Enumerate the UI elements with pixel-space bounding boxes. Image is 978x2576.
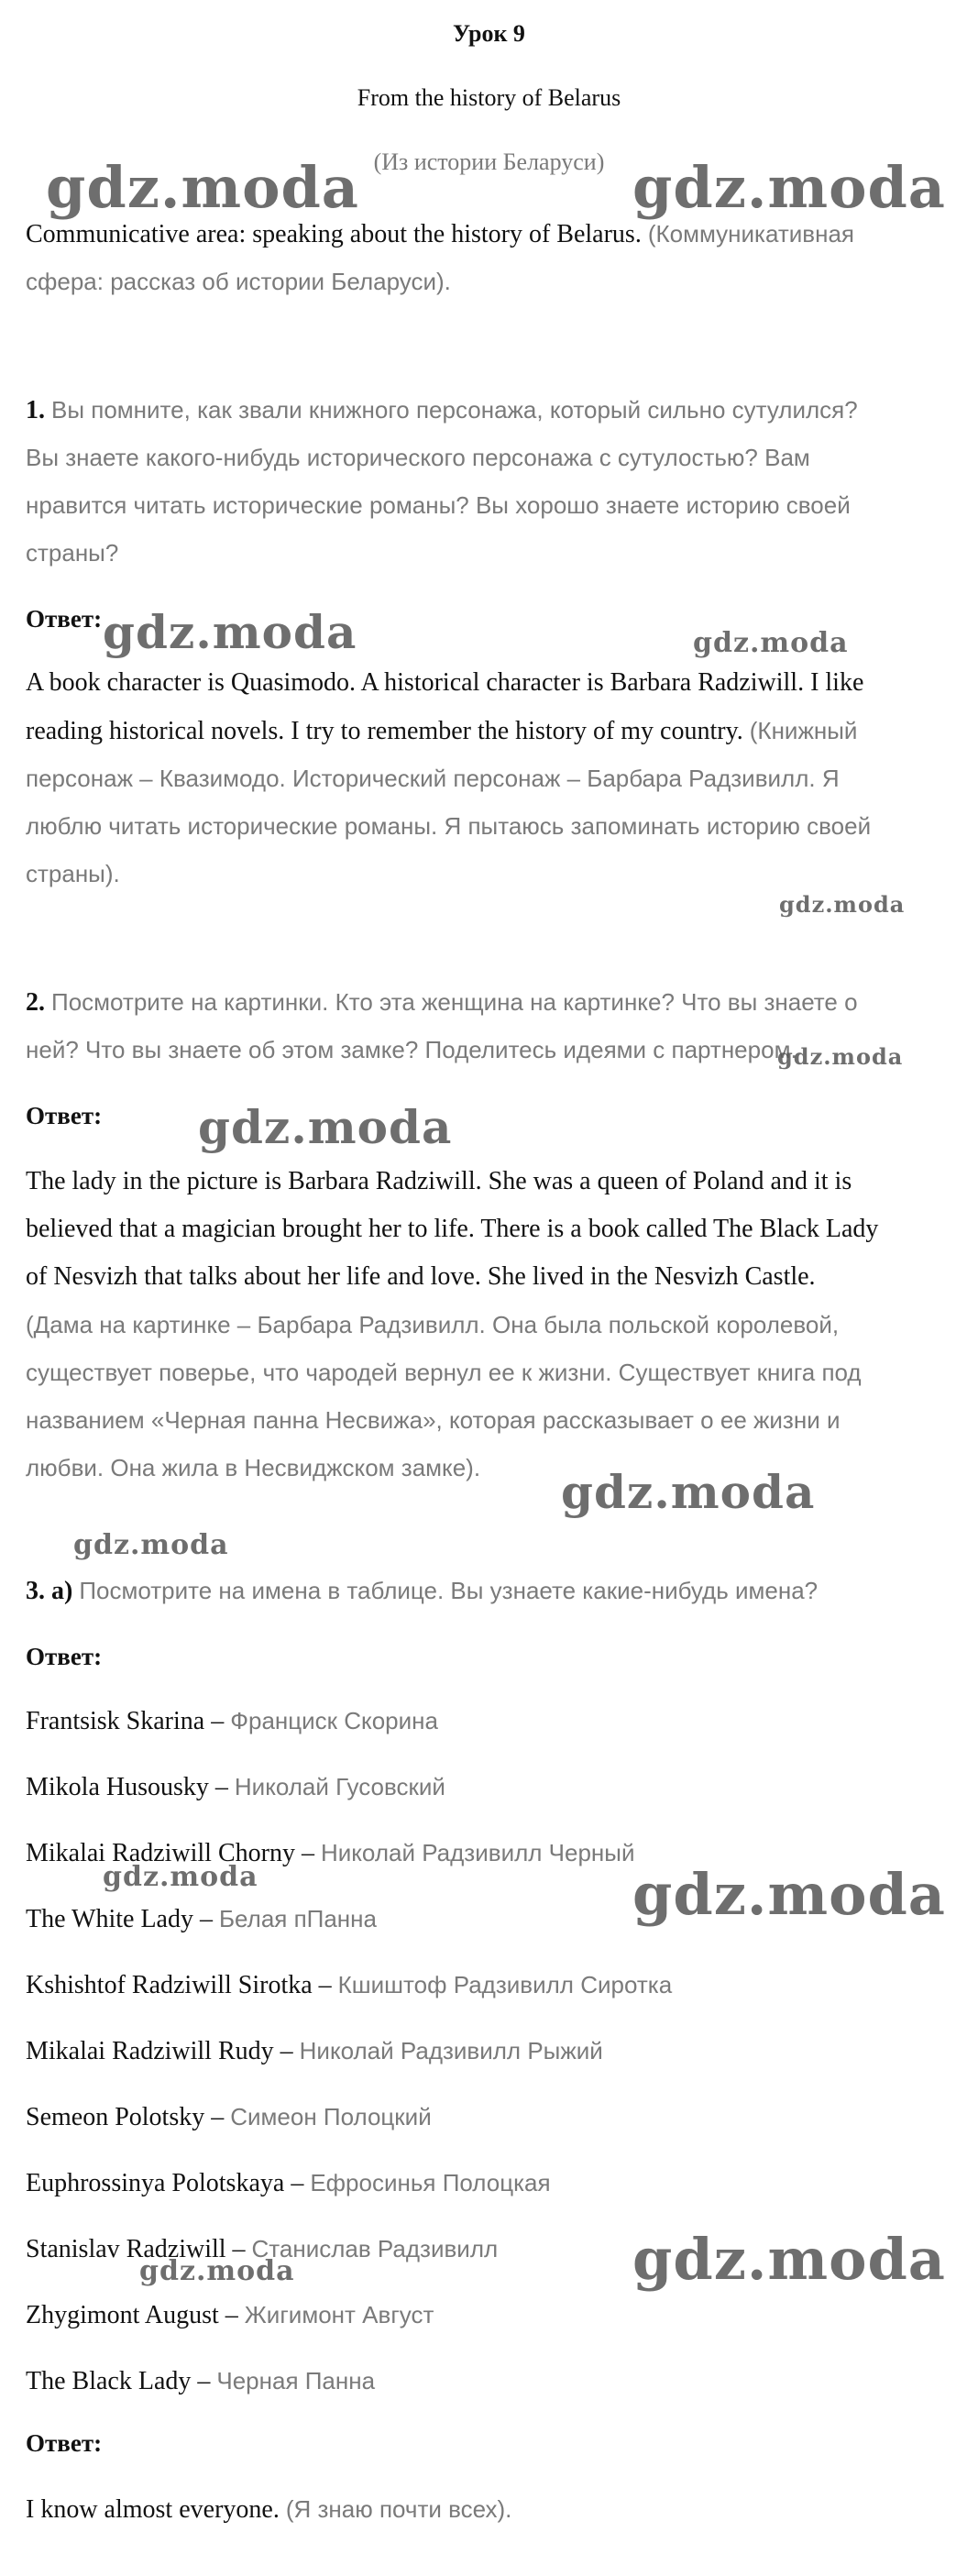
list-item: [26, 1698, 438, 1745]
task1-question-2: Вы знаете какого-нибудь исторического персонажа с сутулостью? Вам: [26, 444, 810, 471]
task1-answer-5: страны).: [26, 860, 120, 887]
task1-question-4: страны?: [26, 539, 119, 567]
name-dash: –: [225, 2301, 238, 2329]
watermark: gdz.moda: [777, 1043, 904, 1070]
list-item: [26, 1962, 672, 2009]
task2-answer-3: of Nesvizh that talks about her life and love. She lived in the Nesvizh Castle.: [26, 1262, 816, 1291]
name-english: Mikola Husousky: [26, 1773, 209, 1801]
task2-number: 2.: [26, 988, 45, 1017]
watermark: gdz.moda: [139, 2255, 295, 2287]
name-english: Stanislav Radziwill: [26, 2235, 226, 2263]
watermark: gdz.moda: [198, 1100, 453, 1154]
task2-answer-6: названием «Черная панна Несвижа», которая рассказывает о ее жизни и: [26, 1406, 841, 1434]
task2-question-1: Посмотрите на картинки. Кто эта женщина на картинке? Что вы знаете о: [51, 988, 858, 1016]
area-russian-cont: сфера: рассказ об истории Беларуси).: [26, 268, 451, 295]
watermark: gdz.moda: [73, 1529, 229, 1561]
watermark: gdz.moda: [561, 1465, 816, 1519]
area-english: Communicative area: speaking about the history of Belarus.: [26, 220, 642, 248]
watermark: gdz.moda: [632, 154, 946, 221]
task2-question-line: [26, 979, 858, 1026]
name-english: Kshishtof Radziwill Sirotka: [26, 1971, 313, 1999]
name-russian: Николай Гусовский: [234, 1773, 445, 1800]
name-english: Zhygimont August: [26, 2301, 219, 2329]
task3-answer-label: Ответ:: [26, 1643, 103, 1670]
watermark: gdz.moda: [632, 2226, 946, 2293]
task1-answer-3: персонаж – Квазимодо. Исторический персонаж – Барбара Радзивилл. Я: [26, 765, 840, 792]
name-english: The Black Lady: [26, 2367, 192, 2395]
final-answer-ru: (Я знаю почти всех).: [285, 2495, 512, 2523]
watermark: gdz.moda: [779, 891, 906, 918]
name-russian: Белая пПанна: [218, 1905, 377, 1932]
name-russian: Симеон Полоцкий: [230, 2103, 432, 2130]
topic-title: From the history of Belarus: [357, 84, 621, 111]
name-russian: Николай Радзивилл Рыжий: [299, 2037, 603, 2064]
lesson-title: Урок 9: [453, 20, 525, 47]
name-russian: Черная Панна: [216, 2367, 376, 2394]
name-dash: –: [232, 2235, 246, 2263]
name-russian: Жигимонт Август: [244, 2301, 434, 2328]
watermark: gdz.moda: [46, 154, 359, 221]
list-item: [26, 2094, 432, 2141]
watermark: gdz.moda: [693, 627, 849, 659]
name-russian: Николай Радзивилл Черный: [320, 1839, 635, 1866]
task1-answer-2-en: reading historical novels. I try to remember the history of my country.: [26, 717, 743, 745]
name-dash: –: [318, 1971, 332, 1999]
name-english: Frantsisk Skarina: [26, 1707, 205, 1735]
task1-answer-2: [26, 708, 857, 754]
list-item: [26, 1764, 445, 1811]
task1-answer-1: A book character is Quasimodo. A historical character is Barbara Radziwill. I like: [26, 668, 864, 697]
task1-number: 1.: [26, 396, 45, 424]
final-answer-en: I know almost everyone.: [26, 2495, 280, 2524]
task1-question-1: Вы помните, как звали книжного персонажа, который сильно сутулился?: [51, 396, 858, 424]
list-item: [26, 2358, 375, 2405]
list-item: [26, 1896, 377, 1943]
task3-question: Посмотрите на имена в таблице. Вы узнаете какие-нибудь имена?: [79, 1577, 819, 1604]
name-dash: –: [214, 1773, 228, 1801]
name-russian: Франциск Скорина: [230, 1707, 438, 1734]
name-english: Semeon Polotsky: [26, 2103, 205, 2131]
list-item: [26, 2292, 434, 2339]
name-dash: –: [280, 2037, 293, 2065]
watermark: gdz.moda: [103, 1861, 258, 1893]
task2-question-2: ней? Что вы знаете об этом замке? Поделитесь идеями с партнером.: [26, 1036, 797, 1063]
name-dash: –: [211, 2103, 225, 2131]
task2-answer-7: любви. Она жила в Несвиджском замке).: [26, 1454, 481, 1481]
task2-answer-label: Ответ:: [26, 1102, 103, 1129]
name-russian: Станислав Радзивилл: [251, 2235, 499, 2262]
name-dash: –: [211, 1707, 225, 1735]
task1-answer-4: люблю читать исторические романы. Я пытаюсь запоминать историю своей: [26, 812, 872, 840]
name-english: Euphrossinya Polotskaya: [26, 2169, 285, 2197]
task1-question-line: [26, 387, 858, 434]
name-english: The White Lady: [26, 1905, 193, 1933]
task1-question-3: нравится читать исторические романы? Вы хорошо знаете историю своей: [26, 491, 851, 519]
name-russian: Ефросинья Полоцкая: [310, 2169, 551, 2196]
name-dash: –: [197, 2367, 211, 2395]
task1-answer-label: Ответ:: [26, 605, 103, 633]
task1-answer-2-ru: (Книжный: [749, 717, 858, 744]
task3-final-answer: [26, 2486, 511, 2533]
name-english: Mikalai Radziwill Chorny: [26, 1839, 295, 1867]
watermark: gdz.moda: [103, 605, 357, 659]
name-english: Mikalai Radziwill Rudy: [26, 2037, 274, 2065]
task3-question-line: [26, 1568, 818, 1614]
area-russian: (Коммуникативная: [647, 220, 854, 248]
watermark: gdz.moda: [632, 1861, 946, 1928]
task2-answer-5: существует поверье, что чародей вернул ее к жизни. Существует книга под: [26, 1359, 862, 1386]
task2-answer-2: believed that a magician brought her to life. There is a book called The Black Lady: [26, 1215, 879, 1243]
task2-answer-1: The lady in the picture is Barbara Radziwill. She was a queen of Poland and it is: [26, 1167, 852, 1195]
name-dash: –: [199, 1905, 213, 1933]
name-dash: –: [291, 2169, 304, 2197]
task3-number: 3. а): [26, 1577, 73, 1605]
name-russian: Кшиштоф Радзивилл Сиротка: [337, 1971, 673, 1998]
task3-answer-label-2: Ответ:: [26, 2429, 103, 2457]
topic-translation: (Из истории Беларуси): [373, 149, 605, 175]
task2-answer-4: (Дама на картинке – Барбара Радзивилл. Она была польской королевой,: [26, 1311, 840, 1338]
name-dash: –: [301, 1839, 314, 1867]
list-item: [26, 2160, 551, 2207]
list-item: [26, 2028, 603, 2075]
